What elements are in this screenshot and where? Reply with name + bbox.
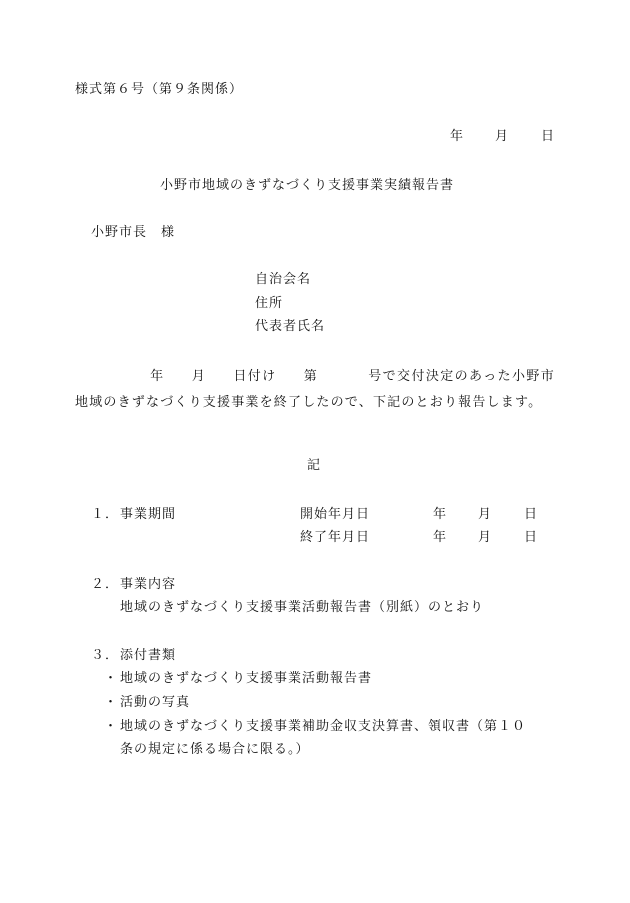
document-title: 小野市地域のきずなづくり支援事業実績報告書	[160, 178, 455, 193]
body-year: 年	[150, 369, 165, 384]
section-2-title: 事業内容	[120, 577, 177, 592]
body-rest: 号で交付決定のあった小野市地域のきずなづくり支援事業を終了したので、下記のとおり報告します。	[75, 369, 555, 410]
section-2-content: 地域のきずなづくり支援事業活動報告書（別紙）のとおり	[120, 600, 485, 615]
start-year-label: 年	[433, 507, 447, 522]
attachment-bullet-1: ・	[104, 671, 119, 686]
association-name-label: 自治会名	[255, 272, 312, 287]
end-year-label: 年	[433, 530, 447, 545]
ki-heading: 記	[307, 458, 322, 473]
date-year-label: 年	[450, 129, 464, 144]
attachment-item-3: 地域のきずなづくり支援事業補助金収支決算書、領収書（第１０	[120, 719, 527, 734]
body-month: 月	[191, 369, 207, 384]
section-2-number: ２．	[91, 577, 120, 592]
start-day-label: 日	[524, 507, 538, 522]
addressee: 小野市長 様	[91, 225, 176, 240]
attachment-bullet-2: ・	[104, 695, 119, 710]
body-number-prefix: 第	[303, 369, 319, 384]
attachment-item-3-continued: 条の規定に係る場合に限る。）	[120, 742, 310, 757]
attachment-item-2: 活動の写真	[120, 695, 191, 710]
address-label: 住所	[255, 296, 284, 311]
end-month-label: 月	[478, 530, 492, 545]
section-3-number: ３．	[91, 648, 120, 663]
date-day-label: 日	[541, 129, 555, 144]
form-number: 様式第６号（第９条関係）	[75, 82, 244, 97]
attachment-item-1: 地域のきずなづくり支援事業活動報告書	[120, 671, 373, 686]
section-1-title: 事業期間	[120, 507, 177, 522]
end-date-label: 終了年月日	[300, 530, 371, 545]
start-month-label: 月	[478, 507, 492, 522]
end-day-label: 日	[524, 530, 538, 545]
section-3-title: 添付書類	[120, 648, 177, 663]
start-date-label: 開始年月日	[300, 507, 371, 522]
report-body	[75, 364, 555, 416]
section-1-number: １．	[91, 507, 120, 522]
date-month-label: 月	[495, 129, 509, 144]
body-dated: 日付け	[233, 369, 277, 384]
representative-name-label: 代表者氏名	[255, 319, 326, 334]
attachment-bullet-3: ・	[104, 719, 119, 734]
